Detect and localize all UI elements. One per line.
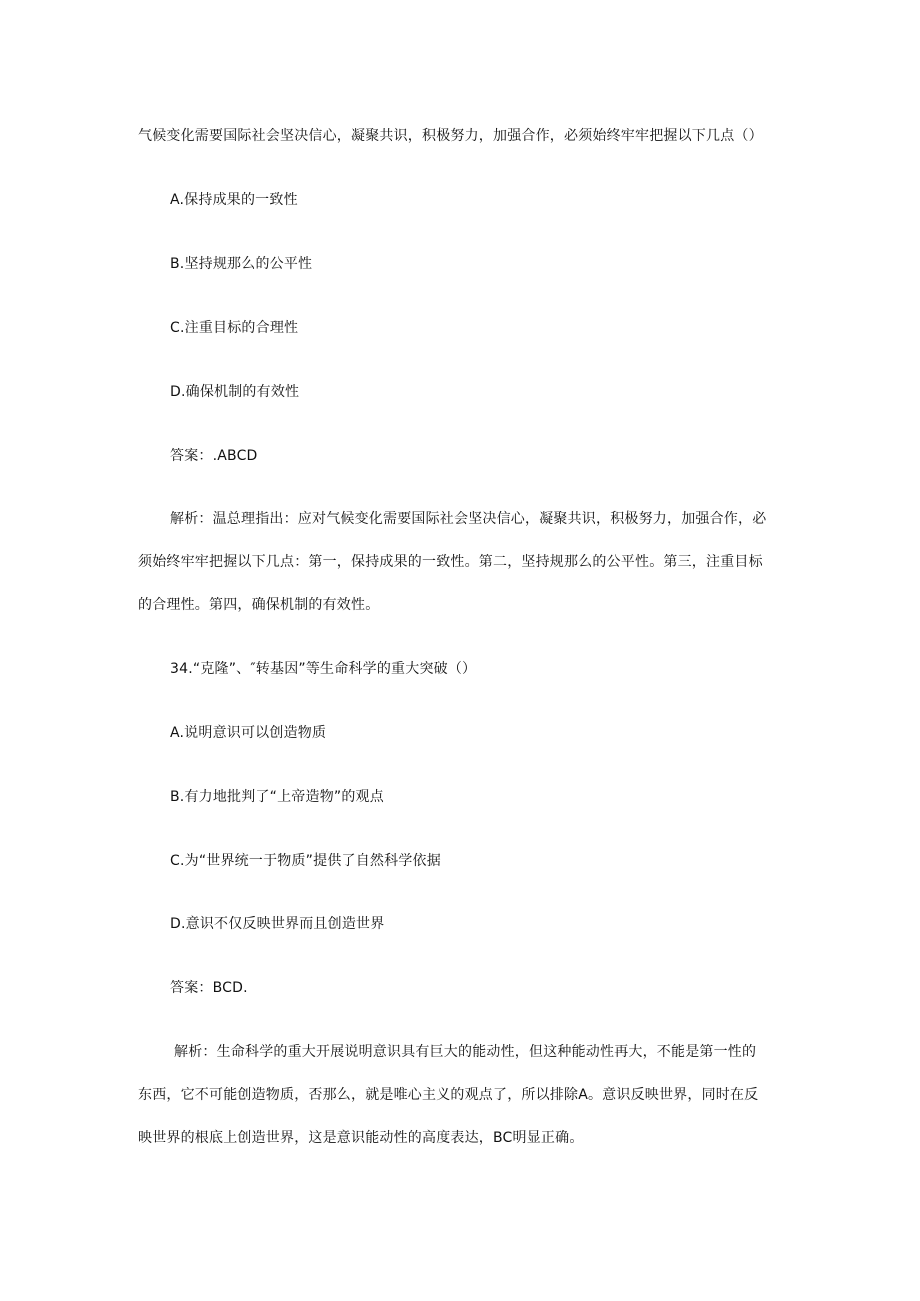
question-34-stem: 34.“克隆”、″转基因”等生命科学的重大突破（） [170,661,477,677]
question-34-analysis-line-1: 解析：生命科学的重大开展说明意识具有巨大的能动性，但这种能动性再大，不能是第一性的 [174,1044,757,1060]
question-33-analysis-line-2: 须始终牢牢把握以下几点：第一，保持成果的一致性。第二，坚持规那么的公平性。第三，注重目标 [138,554,763,570]
question-33-answer: 答案：.ABCD [170,448,258,464]
question-34-answer: 答案：BCD. [170,980,248,996]
question-33-option-b: B.坚持规那么的公平性 [170,256,313,272]
question-34-analysis-line-3: 映世界的根底上创造世界，这是意识能动性的高度表达，BC明显正确。 [138,1130,584,1146]
question-34-option-a: A.说明意识可以创造物质 [170,725,327,741]
question-33-stem: 气候变化需要国际社会坚决信心，凝聚共识，积极努力，加强合作，必须始终牢牢把握以下几点（） [138,128,763,144]
question-34-option-b: B.有力地批判了“上帝造物”的观点 [170,789,384,805]
question-33-option-c: C.注重目标的合理性 [170,320,299,336]
question-34-option-c: C.为“世界统一于物质”提供了自然科学依据 [170,853,441,869]
question-33-option-a: A.保持成果的一致性 [170,192,298,208]
question-33-analysis-line-3: 的合理性。第四，确保机制的有效性。 [138,597,380,613]
question-33-option-d: D.确保机制的有效性 [170,384,300,400]
question-34-analysis-line-2: 东西，它不可能创造物质，否那么，就是唯心主义的观点了，所以排除A。意识反映世界，同时在反 [138,1087,759,1103]
question-34-option-d: D.意识不仅反映世界而且创造世界 [170,916,385,932]
question-33-analysis-line-1: 解析：温总理指出：应对气候变化需要国际社会坚决信心，凝聚共识，积极努力，加强合作，必 [170,511,767,527]
